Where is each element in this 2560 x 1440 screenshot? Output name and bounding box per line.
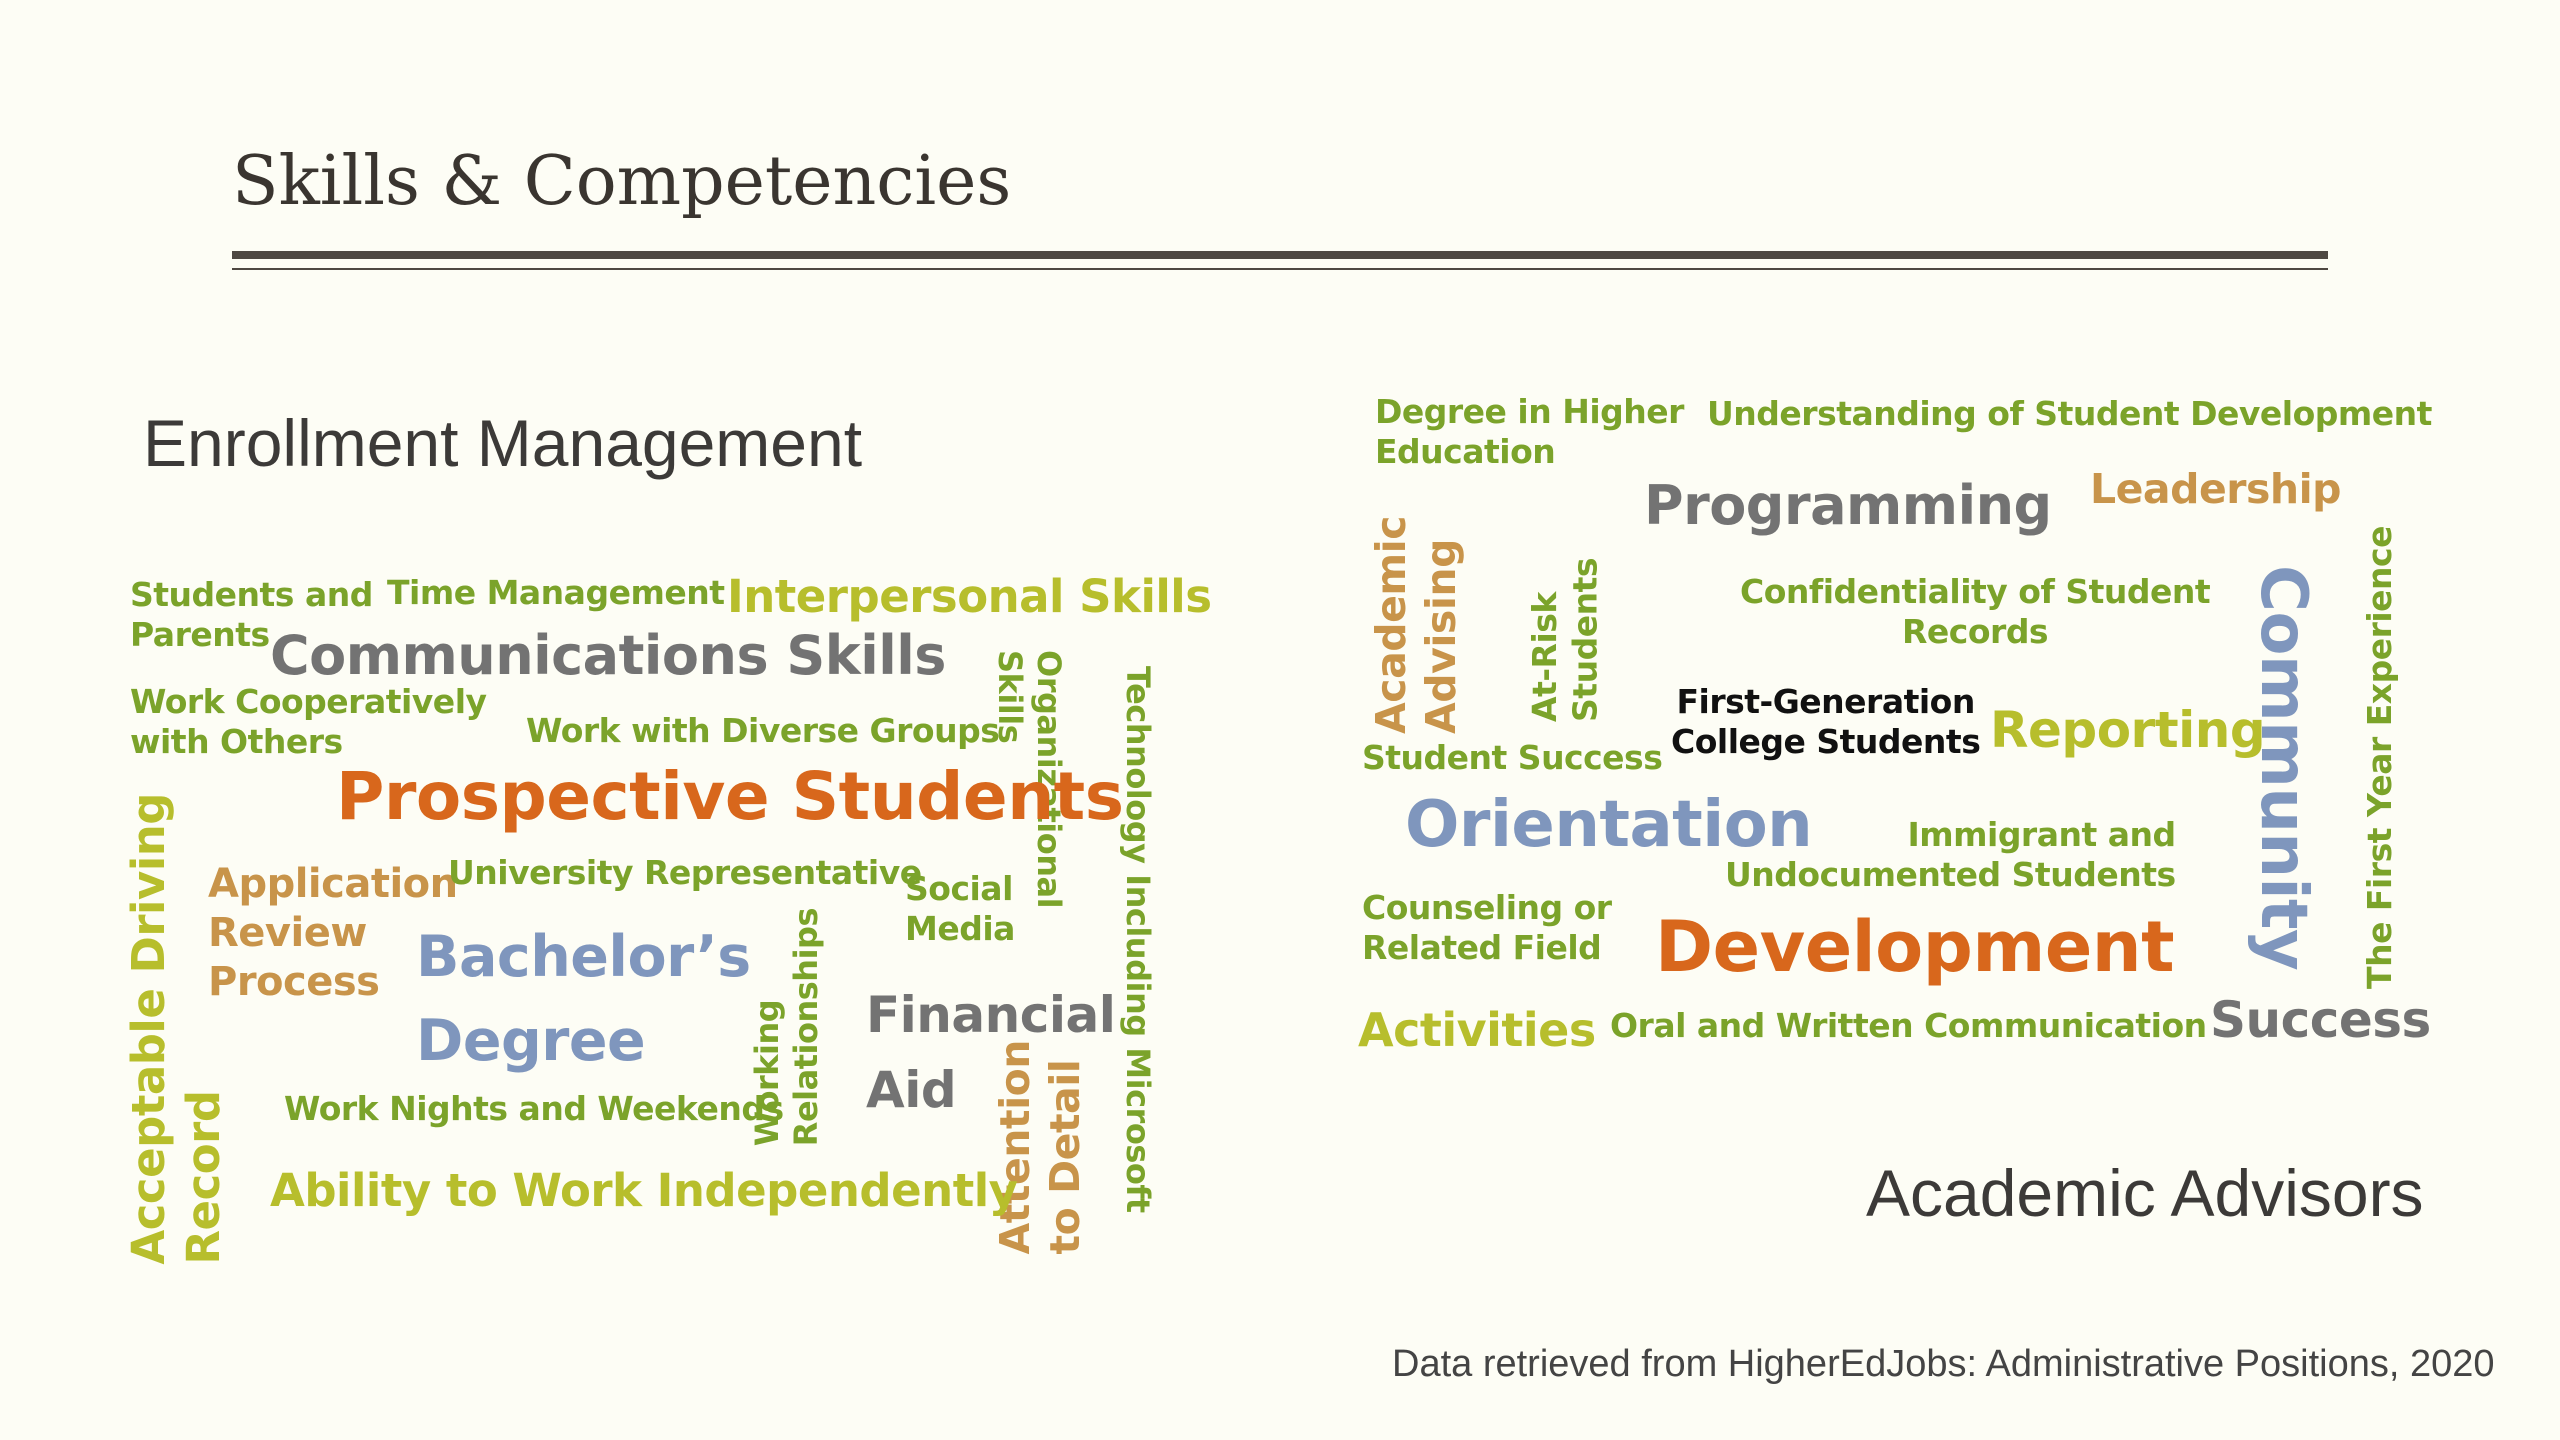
word-application-review: Application Review Process <box>208 861 458 1005</box>
word-time-management: Time Management <box>387 573 725 612</box>
word-reporting: Reporting <box>1990 701 2266 759</box>
word-oral-written-communication: Oral and Written Communication <box>1610 1006 2207 1045</box>
word-activities: Activities <box>1358 1003 1596 1057</box>
word-confidentiality-records: Confidentiality of Student Records <box>1740 572 2211 652</box>
word-bachelors-degree: Bachelor’s Degree <box>416 924 751 1075</box>
word-social-media: Social Media <box>905 869 1015 949</box>
word-academic-advising: Academic Advising <box>1367 516 1466 734</box>
word-immigrant-undocumented: Immigrant and Undocumented Students <box>1725 815 2176 895</box>
word-organizational-skills: Organizational Skills <box>991 650 1069 909</box>
word-counseling-related-field: Counseling or Related Field <box>1362 888 1612 968</box>
word-attention-to-detail: Attention to Detail <box>991 1040 1090 1255</box>
word-first-year-experience: The First Year Experience <box>2360 526 2399 989</box>
word-diverse-groups: Work with Diverse Groups <box>526 711 1000 750</box>
word-financial-aid: Financial Aid <box>866 986 1116 1119</box>
word-first-generation: First-Generation College Students <box>1671 682 1981 762</box>
enrollment-heading: Enrollment Management <box>143 406 863 480</box>
word-orientation: Orientation <box>1405 788 1813 862</box>
word-success: Success <box>2210 991 2431 1049</box>
title-divider-thin <box>232 268 2328 270</box>
word-work-cooperatively: Work Cooperatively with Others <box>130 682 487 762</box>
word-leadership: Leadership <box>2090 465 2341 513</box>
word-communications-skills: Communications Skills <box>270 624 946 687</box>
word-community: Community <box>2246 565 2321 971</box>
word-acceptable-driving-record: Acceptable Driving Record <box>122 793 230 1265</box>
word-understanding-student-development: Understanding of Student Development <box>1707 394 2432 433</box>
word-university-representative: University Representative <box>448 853 922 892</box>
word-working-relationships: Working Relationships <box>748 908 826 1147</box>
word-students-parents: Students and Parents <box>130 575 373 655</box>
word-at-risk-students: At-Risk Students <box>1525 558 1605 722</box>
advisors-heading: Academic Advisors <box>1866 1156 2424 1230</box>
word-work-independently: Ability to Work Independently <box>270 1164 1018 1217</box>
word-nights-weekends: Work Nights and Weekends <box>284 1089 784 1128</box>
source-citation: Data retrieved from HigherEdJobs: Administrative Positions, 2020 <box>1392 1343 2495 1385</box>
word-interpersonal-skills: Interpersonal Skills <box>727 570 1212 623</box>
word-student-success: Student Success <box>1362 738 1663 777</box>
word-degree-higher-education: Degree in Higher Education <box>1375 392 1684 472</box>
word-programming: Programming <box>1644 474 2052 537</box>
title-divider-thick <box>232 251 2328 259</box>
word-development: Development <box>1655 906 2175 988</box>
word-prospective-students: Prospective Students <box>336 758 1124 835</box>
word-technology-microsoft: Technology Including Microsoft <box>1119 666 1158 1213</box>
slide-title: Skills & Competencies <box>232 142 1012 221</box>
